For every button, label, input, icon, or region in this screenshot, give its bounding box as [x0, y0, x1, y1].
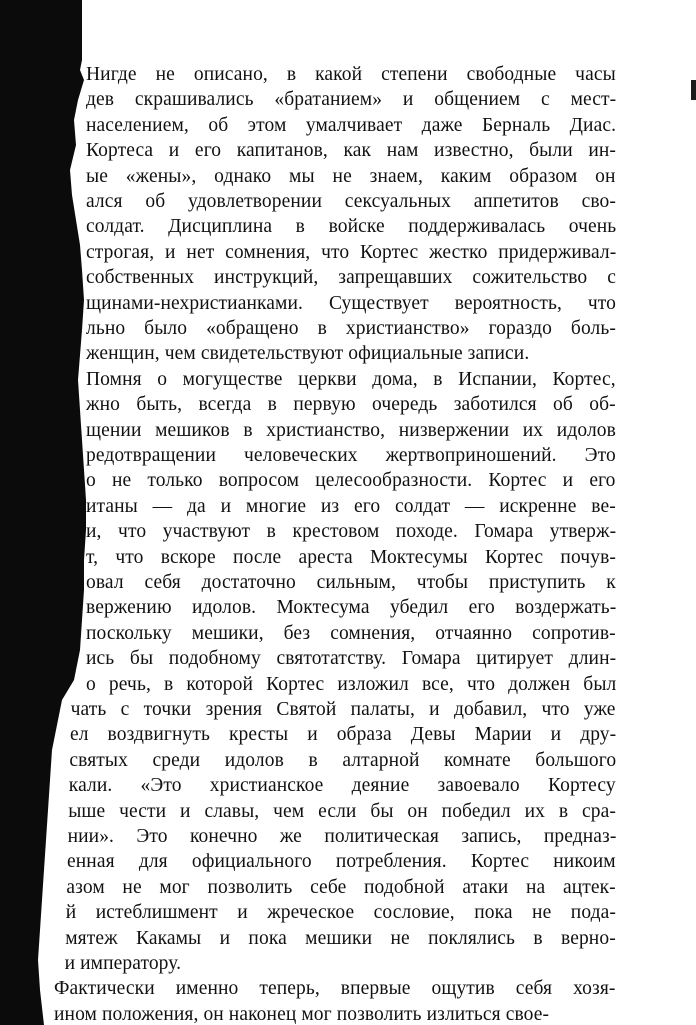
- text-line: мятеж Какамы и пока мешики не поклялись в верно-: [65, 928, 616, 949]
- text-line: Фактически именно теперь, впервые ощутив себя хозя-: [54, 978, 616, 999]
- text-line: щении мешиков в христианство, низвержении их идолов: [86, 420, 616, 441]
- text-line: ые «жены», однако мы не знаем, каким образом он: [86, 166, 616, 187]
- text-line: чать с точки зрения Святой палаты, и добавил, что уже: [70, 699, 616, 720]
- text-line: ином положения, он наконец мог позволить излиться свое-: [54, 1004, 550, 1025]
- text-line: солдат. Дисциплина в войске поддерживалась очень: [86, 216, 617, 237]
- text-line: ыше чести и славы, чем если бы он победил их в сра-: [68, 801, 616, 822]
- text-line: т, что вскоре после ареста Моктесумы Кортес почув-: [86, 547, 616, 568]
- right-edge-mark: [691, 80, 696, 100]
- text-line: ись бы подобному святотатству. Гомара цитирует длин-: [86, 648, 617, 669]
- text-line: ел воздвигнуть кресты и образа Девы Марии и дру-: [70, 724, 617, 745]
- text-line: нии». Это конечно же политическая запись, предназ-: [67, 826, 617, 847]
- text-line: строгая, и нет сомнения, что Кортес жестко придерживал-: [86, 242, 617, 263]
- text-line: святых среди идолов в алтарной комнате большого: [69, 750, 617, 771]
- text-line: Кортеса и его капитанов, как нам известно, были ин-: [86, 140, 617, 161]
- text-line: о не только вопросом целесообразности. Кортес и его: [86, 470, 616, 491]
- text-line: льно было «обращено в христианство» гораздо боль-: [86, 318, 616, 339]
- text-line: щинами-нехристианками. Существует вероятность, что: [86, 293, 617, 314]
- text-line: кали. «Это христианское деяние завоевало Кортесу: [68, 775, 616, 796]
- text-line: Помня о могуществе церкви дома, в Испании, Кортес,: [86, 369, 616, 390]
- text-line: и императору.: [64, 953, 182, 974]
- text-line: вержению идолов. Моктесума убедил его воздержать-: [86, 597, 617, 618]
- text-line: й истеблишмент и жреческое сословие, пока не пода-: [65, 902, 616, 923]
- text-line: поскольку мешики, без сомнения, отчаянно сопротив-: [86, 623, 616, 644]
- text-line: овал себя достаточно сильным, чтобы приступить к: [86, 572, 616, 593]
- text-line: о речь, в которой Кортес изложил все, что должен был: [86, 674, 617, 695]
- text-line: собственных инструкций, запрещавших сожительство с: [86, 267, 616, 288]
- text-line: азом не мог позволить себе подобной атаки на ацтек-: [66, 877, 616, 898]
- text-line: итаны — да и многие из его солдат — искренне ве-: [86, 496, 616, 517]
- text-line: женщин, чем свидетельствуют официальные записи.: [86, 343, 530, 364]
- text-line: дев скрашивались «братанием» и общением с мест-: [86, 89, 617, 110]
- text-line: енная для официального потребления. Кортес никоим: [67, 851, 616, 872]
- text-line: населением, об этом умалчивает даже Берналь Диас.: [86, 115, 617, 136]
- text-line: жно быть, всегда в первую очередь заботился об об-: [86, 394, 616, 415]
- text-line: и, что участвуют в крестовом походе. Гомара утверж-: [86, 521, 617, 542]
- text-line: редотвращении человеческих жертвоприношений. Это: [86, 445, 616, 466]
- text-line: Нигде не описано, в какой степени свободные часы: [86, 64, 616, 85]
- text-line: ался об удовлетворении сексуальных аппетитов сво-: [86, 191, 616, 212]
